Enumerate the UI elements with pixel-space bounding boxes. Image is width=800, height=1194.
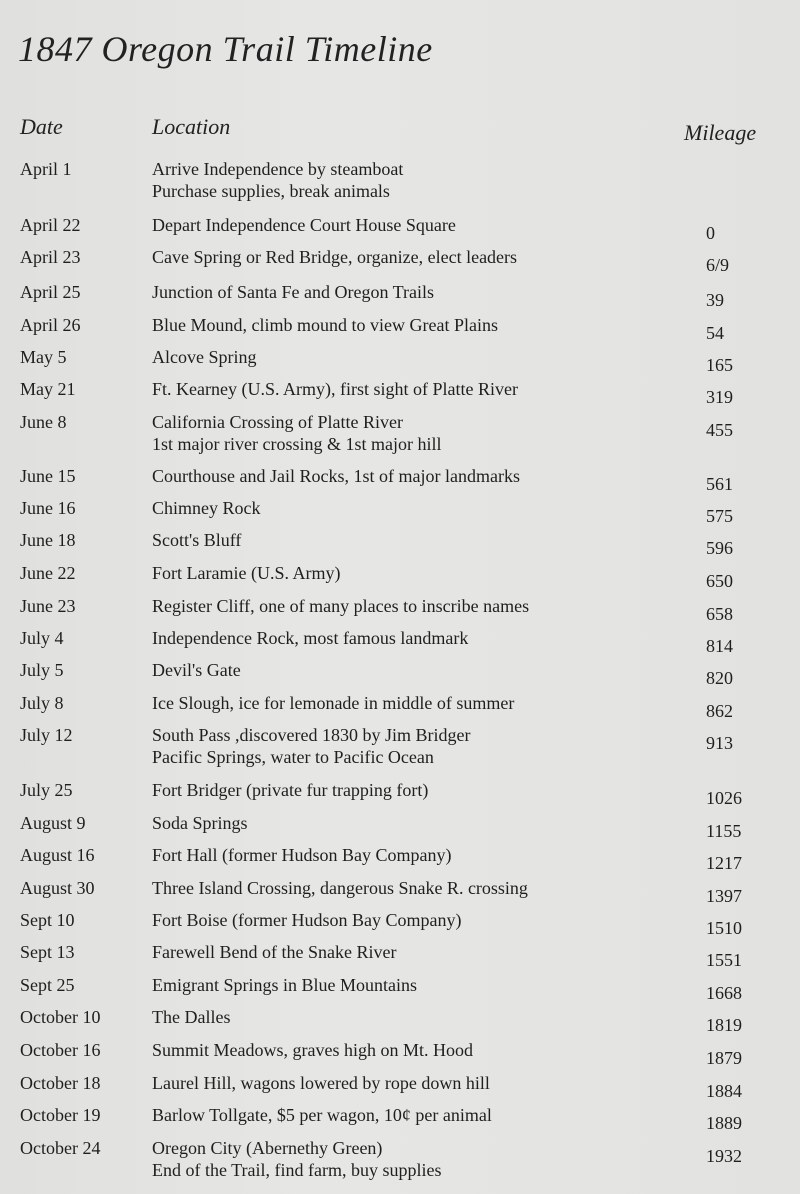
- row-date: Sept 13: [20, 942, 75, 962]
- row-location: [152, 877, 528, 899]
- row-location: [152, 692, 514, 714]
- row-date: October 18: [20, 1073, 101, 1093]
- row-date: July 5: [20, 660, 64, 680]
- row-location: [152, 158, 403, 202]
- row-mileage: 820: [706, 668, 733, 688]
- column-header-mileage: Mileage: [684, 120, 757, 145]
- row-location: [152, 346, 256, 368]
- row-mileage: 39: [706, 290, 724, 310]
- row-mileage: 561: [706, 474, 733, 494]
- row-location-line: Laurel Hill, wagons lowered by rope down hill: [152, 1073, 490, 1093]
- row-location-line: Barlow Tollgate, $5 per wagon, 10¢ per animal: [152, 1105, 492, 1125]
- row-mileage: 1551: [706, 950, 742, 970]
- row-mileage: 1217: [706, 853, 742, 873]
- row-location: [152, 974, 417, 996]
- row-mileage: 650: [706, 571, 733, 591]
- page-title: 1847 Oregon Trail Timeline: [18, 29, 433, 69]
- row-mileage: 1397: [706, 886, 742, 906]
- row-location: [152, 1039, 473, 1061]
- row-location: [152, 724, 470, 768]
- row-date: April 22: [20, 215, 81, 235]
- row-location: [152, 465, 520, 487]
- row-date: June 15: [20, 466, 76, 486]
- row-date: July 12: [20, 725, 73, 745]
- row-location-line: Farewell Bend of the Snake River: [152, 942, 397, 962]
- row-date: April 26: [20, 315, 81, 335]
- row-location-line: Independence Rock, most famous landmark: [152, 628, 469, 648]
- row-location: [152, 562, 340, 584]
- row-location: [152, 1137, 441, 1181]
- row-location: [152, 779, 428, 801]
- row-date: May 5: [20, 347, 67, 367]
- row-location-line: The Dalles: [152, 1007, 231, 1027]
- row-location-line: Arrive Independence by steamboat: [152, 159, 404, 179]
- row-date: May 21: [20, 379, 76, 399]
- row-date: June 23: [20, 596, 76, 616]
- row-location-line: 1st major river crossing & 1st major hill: [152, 434, 442, 454]
- row-location-line: Blue Mound, climb mound to view Great Plains: [152, 315, 498, 335]
- row-date: October 10: [20, 1007, 101, 1027]
- row-location-line: Fort Hall (former Hudson Bay Company): [152, 845, 452, 865]
- row-location-line: Soda Springs: [152, 813, 248, 833]
- row-mileage: 1889: [706, 1113, 742, 1133]
- column-header-location: Location: [152, 114, 231, 139]
- row-mileage: 913: [706, 733, 733, 753]
- row-mileage: 1026: [706, 788, 742, 808]
- row-location: [152, 214, 456, 236]
- row-location: [152, 909, 461, 931]
- row-mileage: 1884: [706, 1081, 742, 1101]
- row-location-line: End of the Trail, find farm, buy supplies: [152, 1160, 442, 1180]
- row-location: [152, 1006, 230, 1028]
- row-location-line: South Pass ,discovered 1830 by Jim Bridger: [152, 725, 471, 745]
- row-location-line: Oregon City (Abernethy Green): [152, 1138, 383, 1158]
- row-date: July 8: [20, 693, 64, 713]
- row-location-line: Fort Boise (former Hudson Bay Company): [152, 910, 462, 930]
- row-mileage: 54: [706, 323, 724, 343]
- row-location-line: California Crossing of Platte River: [152, 412, 403, 432]
- row-date: August 16: [20, 845, 95, 865]
- row-location-line: Summit Meadows, graves high on Mt. Hood: [152, 1040, 473, 1060]
- row-location-line: Cave Spring or Red Bridge, organize, elect leaders: [152, 247, 518, 267]
- row-date: Sept 10: [20, 910, 75, 930]
- row-location-line: Emigrant Springs in Blue Mountains: [152, 975, 417, 995]
- row-date: June 22: [20, 563, 76, 583]
- row-location-line: Depart Independence Court House Square: [152, 215, 456, 235]
- row-location: [152, 281, 434, 303]
- row-date: July 4: [20, 628, 64, 648]
- row-mileage: 165: [706, 355, 733, 375]
- row-location-line: Fort Bridger (private fur trapping fort): [152, 780, 429, 800]
- row-mileage: 1155: [706, 821, 742, 841]
- row-location-line: Ice Slough, ice for lemonade in middle of summer: [152, 693, 515, 713]
- row-date: June 18: [20, 530, 76, 550]
- row-location: [152, 411, 441, 455]
- row-location-line: Scott's Bluff: [152, 530, 242, 550]
- column-header-date: Date: [20, 114, 63, 139]
- row-location-line: Chimney Rock: [152, 498, 261, 518]
- row-location-line: Devil's Gate: [152, 660, 241, 680]
- row-location: [152, 529, 241, 551]
- row-date: October 24: [20, 1138, 101, 1158]
- row-mileage: 0: [706, 223, 715, 243]
- row-location: [152, 844, 451, 866]
- row-location-line: Register Cliff, one of many places to inscribe names: [152, 596, 530, 616]
- row-date: June 16: [20, 498, 76, 518]
- row-location-line: Purchase supplies, break animals: [152, 181, 390, 201]
- row-location-line: Junction of Santa Fe and Oregon Trails: [152, 282, 434, 302]
- row-date: June 8: [20, 412, 67, 432]
- row-mileage: 862: [706, 701, 733, 721]
- row-date: April 25: [20, 282, 81, 302]
- row-location: [152, 941, 396, 963]
- row-date: August 9: [20, 813, 86, 833]
- row-mileage: 1510: [706, 918, 742, 938]
- row-location: [152, 659, 241, 681]
- row-date: October 16: [20, 1040, 101, 1060]
- row-location: [152, 246, 517, 268]
- row-mileage: 319: [706, 387, 733, 407]
- row-mileage: 1668: [706, 983, 742, 1003]
- row-date: April 1: [20, 159, 72, 179]
- row-date: August 30: [20, 878, 95, 898]
- row-location: [152, 812, 248, 834]
- row-date: April 23: [20, 247, 81, 267]
- row-mileage: 1879: [706, 1048, 742, 1068]
- row-location: [152, 1104, 492, 1126]
- row-location: [152, 497, 261, 519]
- row-date: October 19: [20, 1105, 101, 1125]
- row-mileage: 6/9: [706, 255, 730, 275]
- row-location: [152, 378, 518, 400]
- row-mileage: 575: [706, 506, 733, 526]
- row-mileage: 658: [706, 604, 733, 624]
- row-location-line: Courthouse and Jail Rocks, 1st of major landmarks: [152, 466, 520, 486]
- row-location-line: Three Island Crossing, dangerous Snake R. crossing: [152, 878, 528, 898]
- row-date: Sept 25: [20, 975, 75, 995]
- row-location-line: Alcove Spring: [152, 347, 257, 367]
- row-mileage: 1932: [706, 1146, 742, 1166]
- row-mileage: 814: [706, 636, 733, 656]
- row-mileage: 596: [706, 538, 733, 558]
- row-location-line: Fort Laramie (U.S. Army): [152, 563, 341, 583]
- row-location: [152, 595, 529, 617]
- row-location: [152, 627, 468, 649]
- row-location-line: Ft. Kearney (U.S. Army), first sight of Platte River: [152, 379, 518, 399]
- row-location: [152, 1072, 490, 1094]
- row-mileage: 1819: [706, 1015, 742, 1035]
- row-location: [152, 314, 498, 336]
- row-location-line: Pacific Springs, water to Pacific Ocean: [152, 747, 434, 767]
- row-mileage: 455: [706, 420, 733, 440]
- row-date: July 25: [20, 780, 73, 800]
